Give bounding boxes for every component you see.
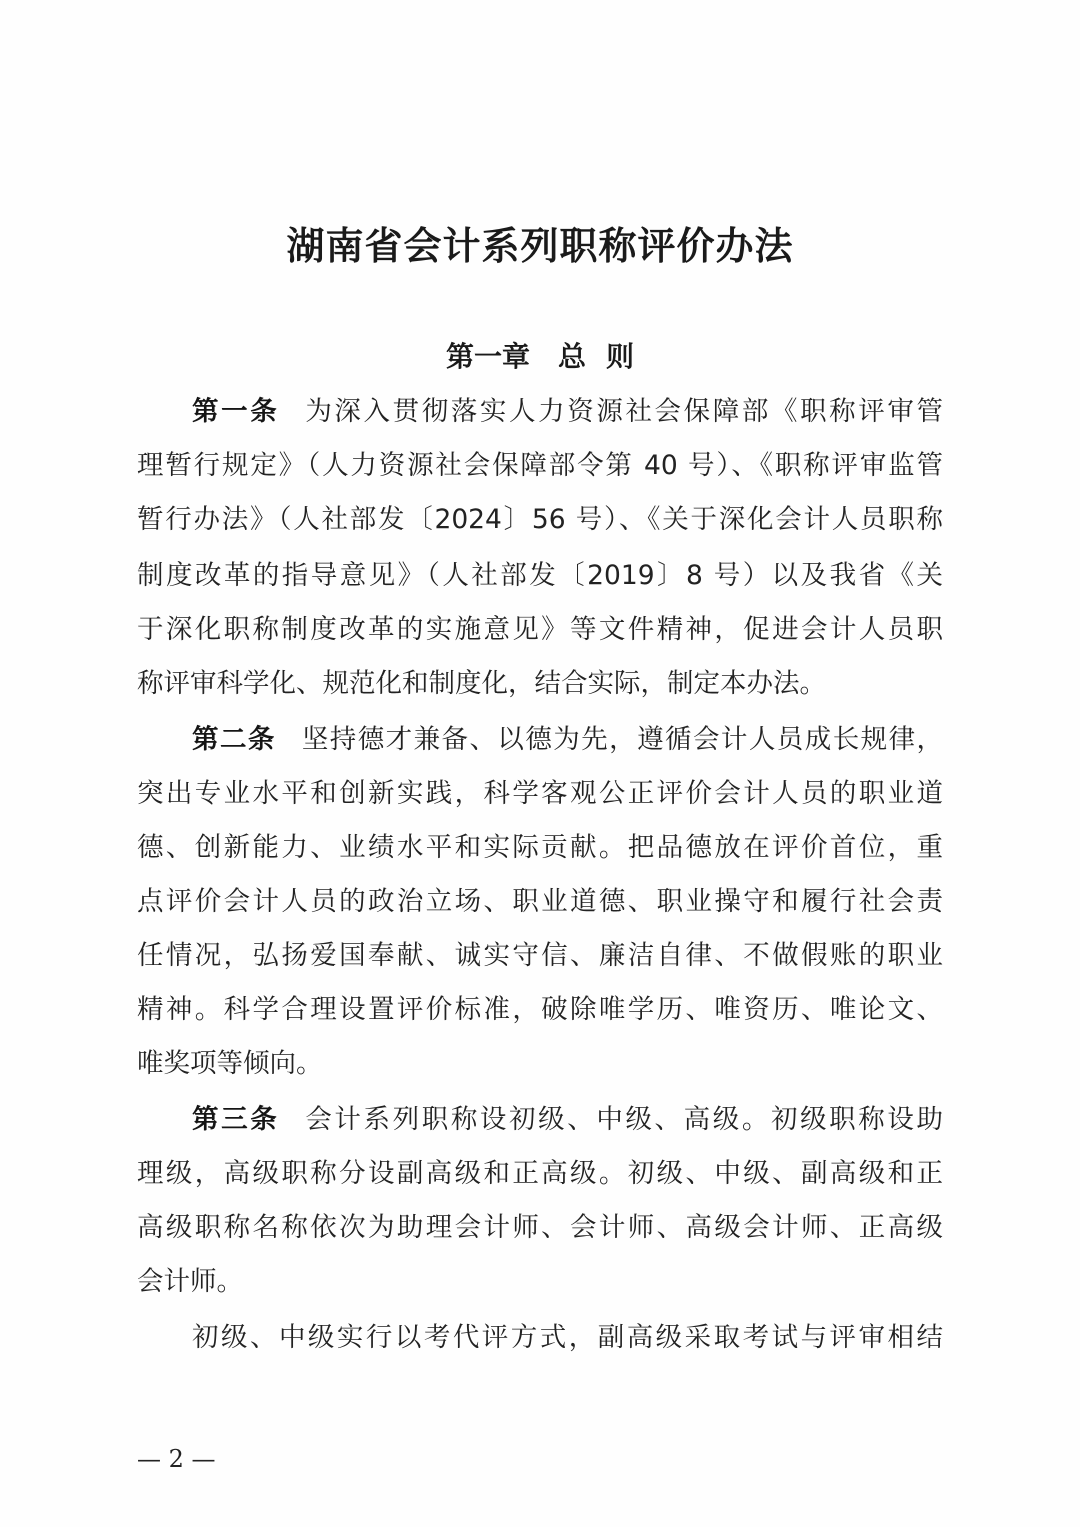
article-1-line-6: 称评审科学化、规范化和制度化，结合实际，制定本办法。: [137, 668, 826, 699]
article-1-line-2: 理暂行规定》（人力资源社会保障部令第 40 号）、《职称评审监管: [137, 450, 943, 481]
article-1-line-5: 于深化职称制度改革的实施意见》等文件精神，促进会计人员职: [137, 614, 943, 645]
article-2-line-5: 任情况，弘扬爱国奉献、诚实守信、廉洁自律、不做假账的职业: [137, 940, 943, 971]
article-2-line-6: 精神。科学合理设置评价标准，破除唯学历、唯资历、唯论文、: [137, 994, 943, 1025]
article-2-label: 第二条: [192, 724, 276, 755]
chapter-name-part2: 则: [606, 340, 635, 373]
article-1-label: 第一条: [192, 396, 280, 427]
article-3-label: 第三条: [192, 1104, 280, 1135]
article-3-text: 会计系列职称设初级、中级、高级。初级职称设助: [305, 1104, 943, 1135]
article-2-text: 坚持德才兼备、以德为先，遵循会计人员成长规律，: [301, 724, 944, 755]
chapter-name-part1: 总: [557, 340, 586, 373]
article-3-line-2: 理级，高级职称分设副高级和正高级。初级、中级、副高级和正: [137, 1158, 943, 1189]
article-2-line-4: 点评价会计人员的政治立场、职业道德、职业操守和履行社会责: [137, 886, 943, 917]
page-number: — 2 —: [137, 1445, 216, 1473]
article-1-text: 为深入贯彻落实人力资源社会保障部《职称评审管: [305, 396, 943, 427]
article-1-line-1: [192, 392, 943, 432]
article-3-line-1: [192, 1100, 943, 1140]
article-2-line-3: 德、创新能力、业绩水平和实际贡献。把品德放在评价首位，重: [137, 832, 943, 863]
article-1-line-3: 暂行办法》（人社部发〔2024〕56 号）、《关于深化会计人员职称: [137, 504, 943, 535]
article-1-line-4: 制度改革的指导意见》（人社部发〔2019〕8 号）以及我省《关: [137, 560, 943, 591]
article-2-line-7: 唯奖项等倾向。: [137, 1048, 323, 1079]
document-title: 湖南省会计系列职称评价办法: [286, 223, 794, 268]
article-2-line-1: [192, 720, 943, 760]
continuation-paragraph-line-1: 初级、中级实行以考代评方式，副高级采取考试与评审相结: [192, 1322, 943, 1353]
chapter-heading: [0, 337, 1080, 377]
article-3-line-3: 高级职称名称依次为助理会计师、会计师、高级会计师、正高级: [137, 1212, 943, 1243]
chapter-number: 第一章: [445, 340, 530, 373]
article-2-line-2: 突出专业水平和创新实践，科学客观公正评价会计人员的职业道: [137, 778, 943, 809]
article-3-line-4: 会计师。: [137, 1266, 243, 1297]
